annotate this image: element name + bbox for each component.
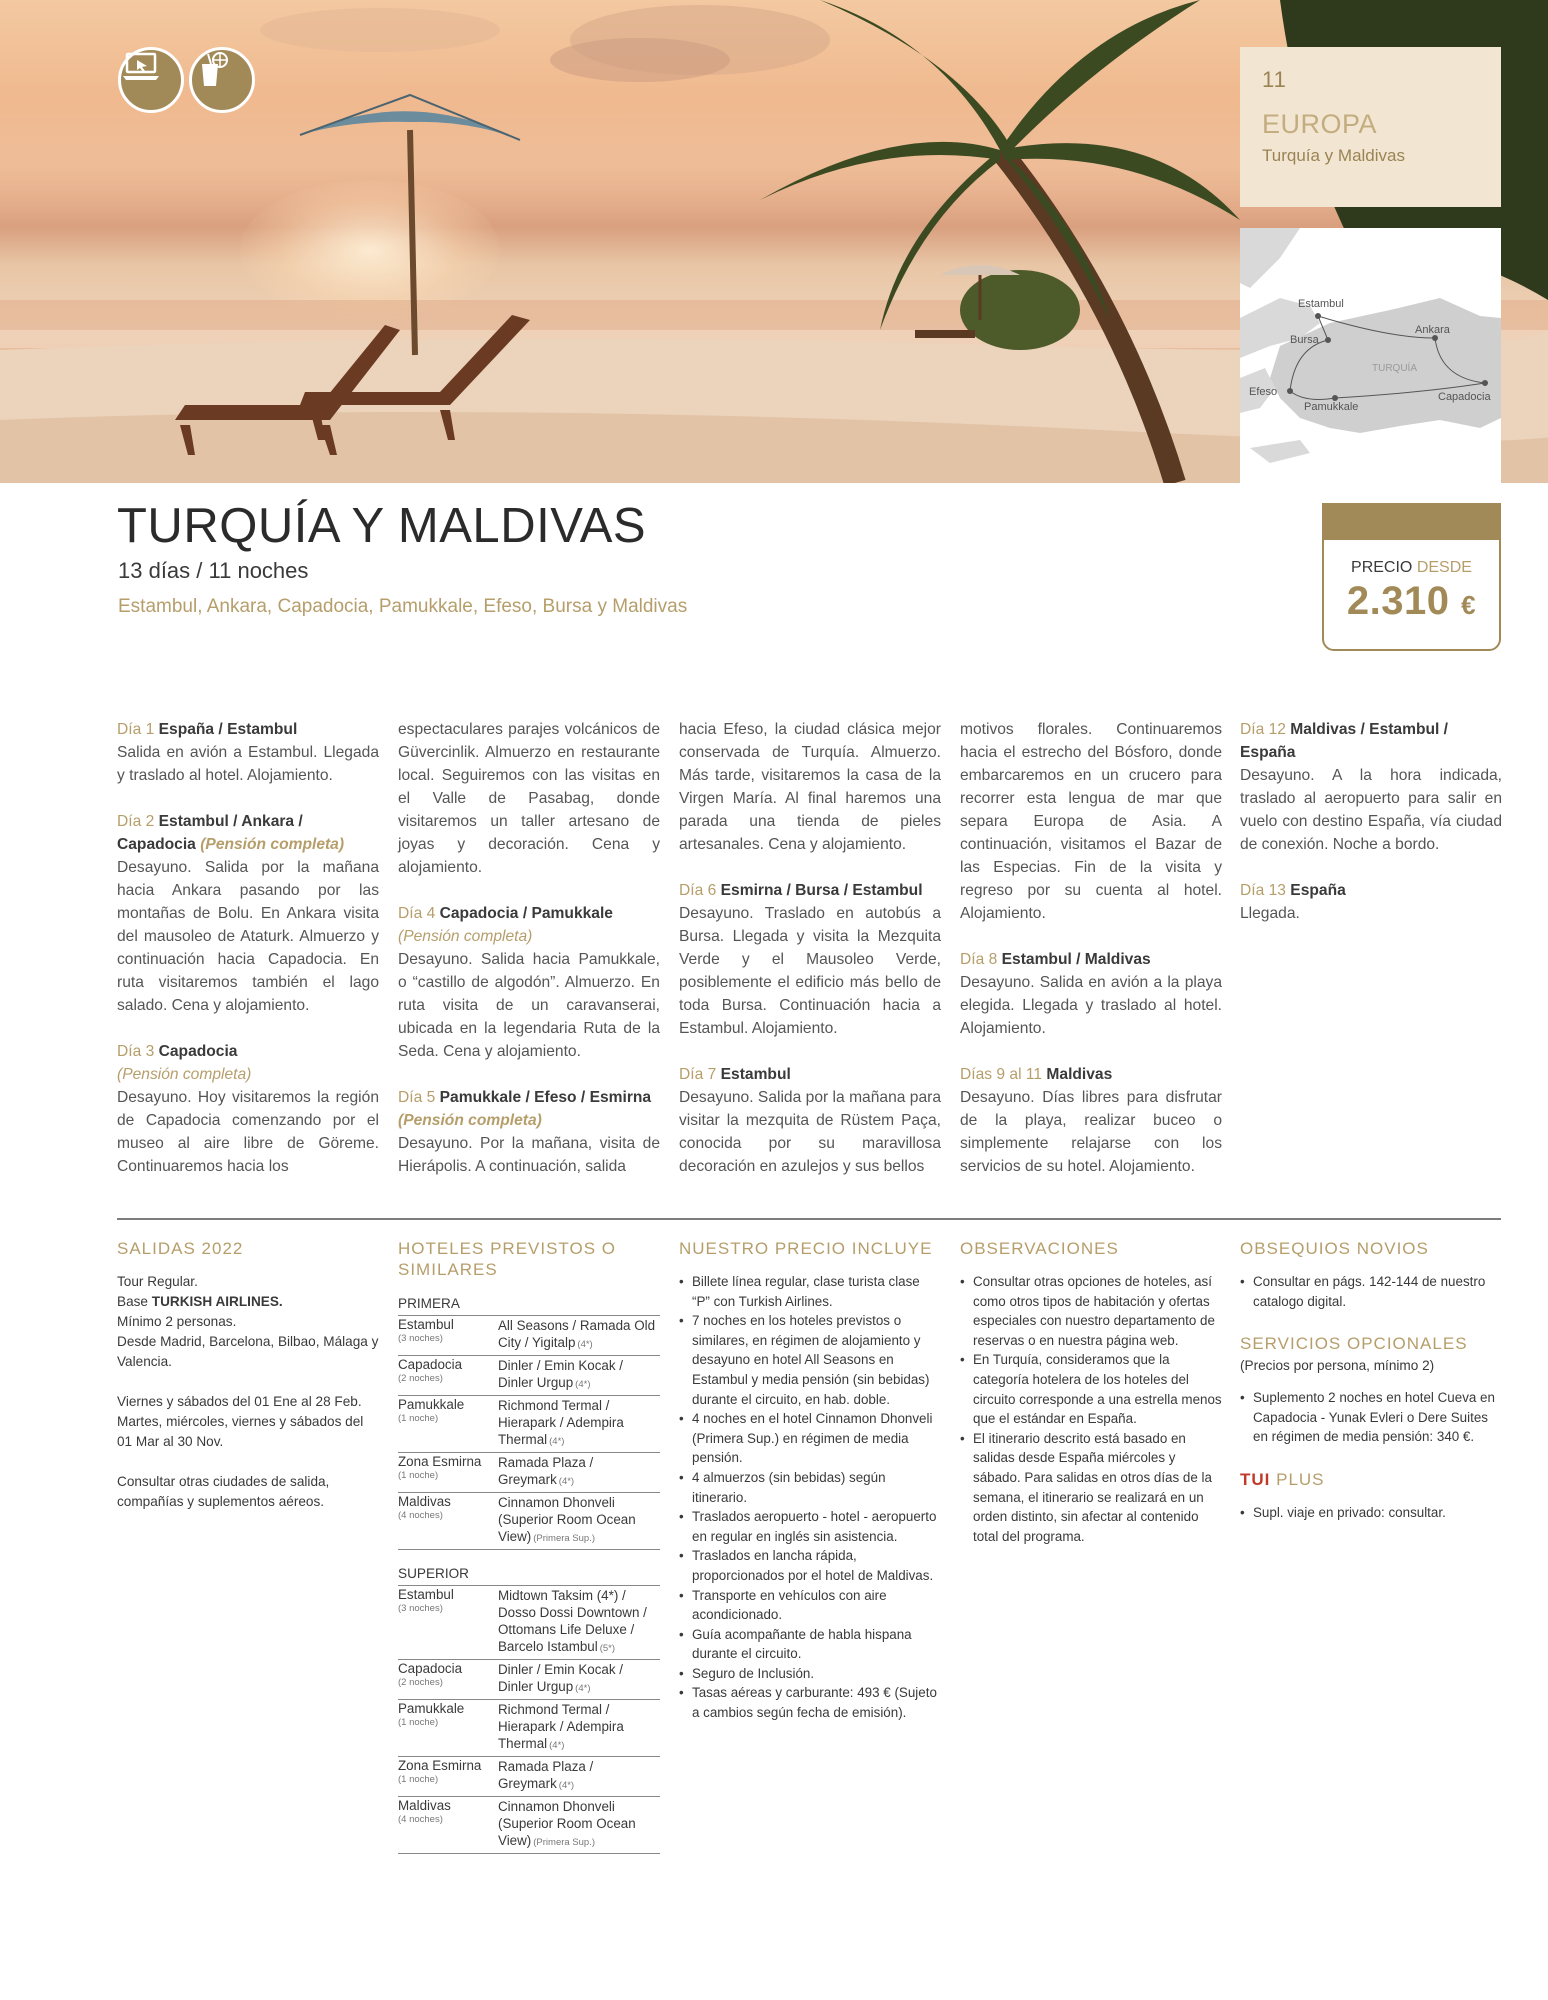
day-7: [679, 1063, 941, 1178]
list-item: • En Turquía, consideramos que la categoría hotelera de los hoteles del circuito corresponde a una estrella menos que el estándar en España.: [960, 1350, 1222, 1428]
map-label-pamukkale: Pamukkale: [1304, 401, 1359, 413]
day-8: [960, 948, 1222, 1040]
itinerary-column-5: [1240, 718, 1502, 948]
hotel-stars: (4*): [575, 1379, 591, 1390]
day-number: Día 4: [398, 905, 436, 922]
opcionales-list: [1240, 1388, 1502, 1447]
price-value: [1324, 579, 1499, 624]
hotel-name: Richmond Termal / Hierapark / Adempira Thermal: [498, 1398, 624, 1447]
hotel-row: [398, 1700, 660, 1757]
hoteles-title: HOTELES PREVISTOS O SIMILARES: [398, 1239, 617, 1279]
day-5: [398, 1086, 660, 1178]
day-title: Estambul / Maldivas: [1001, 951, 1151, 968]
hotel-stars: (4*): [549, 1436, 565, 1447]
hotel-stars: (Primera Sup.): [533, 1837, 596, 1848]
day-body: Desayuno. Salida hacia Pamukkale, o “castillo de algodón”. Almuerzo. En ruta visita de un caravanserai, ubicada en la legendaria Ruta de la Seda. Cena y alojamiento.: [398, 951, 660, 1060]
hotel-name: Cinnamon Dhonveli (Superior Room Ocean View): [498, 1495, 636, 1544]
laptop-icon: [118, 47, 184, 113]
salidas-line-1: Tour Regular.: [117, 1274, 198, 1289]
hotel-group-superior: [398, 1564, 660, 1854]
day-2: [117, 810, 379, 1017]
day-5-continued: [679, 718, 941, 856]
route-map: [1240, 228, 1501, 483]
day-number: Día 1: [117, 721, 155, 738]
day-number: Día 5: [398, 1089, 436, 1106]
list-item: • Guía acompañante de habla hispana durante el circuito.: [679, 1625, 941, 1664]
itinerary-column-4: [960, 718, 1222, 1201]
hotel-stars: (Primera Sup.): [533, 1533, 596, 1544]
destination-number: 11: [1262, 67, 1287, 92]
price-box: [1322, 503, 1501, 651]
hotel-nights: (1 noche): [398, 1774, 439, 1785]
extras-section: [1240, 1238, 1502, 1523]
list-item: • 7 noches en los hoteles previstos o similares, en régimen de alojamiento y desayuno en hotel All Seasons en Estambul y media pensión (sin bebidas) durante el circuito, en hab. doble.: [679, 1311, 941, 1409]
salidas-line-3: Mínimo 2 personas.: [117, 1314, 237, 1329]
incluye-title: NUESTRO PRECIO INCLUYE: [679, 1239, 933, 1258]
tuiplus-list: [1240, 1503, 1502, 1523]
list-item: • Supl. viaje en privado: consultar.: [1240, 1503, 1502, 1523]
salidas-title: SALIDAS 2022: [117, 1239, 244, 1258]
day-3: [117, 1040, 379, 1178]
day-12: [1240, 718, 1502, 856]
day-number: Días 9 al 11: [960, 1066, 1043, 1083]
hotel-nights: (1 noche): [398, 1717, 439, 1728]
day-body: Salida en avión a Estambul. Llegada y traslado al hotel. Alojamiento.: [117, 744, 379, 784]
map-label-bursa: Bursa: [1290, 334, 1319, 346]
day-title: Pamukkale / Efeso / Esmirna: [439, 1089, 652, 1106]
hotel-name: Cinnamon Dhonveli (Superior Room Ocean View): [498, 1799, 636, 1848]
day-body: Desayuno. Traslado en autobús a Bursa. Llegada y visita la Mezquita Verde y el Mausoleo Verde, posiblemente el edificio más bello de toda Bursa. Continuación hacia a Estambul. Alojamiento.: [679, 905, 941, 1037]
day-pension: (Pensión completa): [200, 836, 345, 853]
day-body: Desayuno. Salida por la mañana para visitar la mezquita de Rüstem Paça, conocida por su maravillosa decoración en azulejos y sus bellos: [679, 1089, 941, 1175]
price-bar: [1324, 505, 1499, 540]
list-item: • Seguro de Inclusión.: [679, 1664, 941, 1684]
day-title: España: [1290, 882, 1346, 899]
obsequios-list: [1240, 1272, 1502, 1311]
hotel-city: Zona Esmirna: [398, 1758, 482, 1773]
day-number: Día 7: [679, 1066, 717, 1083]
day-7-continued: [960, 718, 1222, 925]
day-9-11: [960, 1063, 1222, 1178]
day-title: Esmirna / Bursa / Estambul: [720, 882, 923, 899]
destination-subtitle: Turquía y Maldivas: [1262, 146, 1405, 165]
opcionales-title: SERVICIOS OPCIONALES: [1240, 1334, 1468, 1354]
map-label-ankara: Ankara: [1415, 324, 1450, 336]
hotel-city: Estambul: [398, 1587, 454, 1602]
tui-logo-text: TUI: [1240, 1469, 1271, 1489]
hotel-city: Estambul: [398, 1317, 454, 1332]
hotel-group-primera: [398, 1294, 660, 1550]
day-pension: (Pensión completa): [117, 1066, 252, 1083]
hotel-name: Midtown Taksim (4*) / Dosso Dossi Downtown / Ottomans Life Deluxe / Barcelo Istambul: [498, 1588, 647, 1654]
hotel-row: [398, 1660, 660, 1700]
hotel-name: Dinler / Emin Kocak / Dinler Urgup: [498, 1358, 624, 1390]
hotel-nights: (3 noches): [398, 1333, 443, 1344]
hotel-row: [398, 1757, 660, 1797]
hotel-city: Capadocia: [398, 1661, 463, 1676]
hotel-city: Maldivas: [398, 1494, 451, 1509]
day-body: motivos florales. Continuaremos hacia el estrecho del Bósforo, donde embarcaremos en un crucero para recorrer esta lengua de mar que separa Europa de Asia. A continuación, visitamos el Bazar de las Especias. Fin de la visita y regreso por su cuenta al hotel. Alojamiento.: [960, 721, 1222, 922]
day-title: España / Estambul: [158, 721, 298, 738]
day-body: Desayuno. Hoy visitaremos la región de Capadocia comenzando por el museo al aire libre de Göreme. Continuaremos hacia los: [117, 1089, 379, 1175]
day-title: Maldivas: [1046, 1066, 1113, 1083]
trip-duration: 13 días / 11 noches: [118, 558, 309, 583]
hotel-name: Ramada Plaza / Greymark: [498, 1455, 594, 1487]
hotel-row: [398, 1396, 660, 1453]
list-item: • Transporte en vehículos con aire acondicionado.: [679, 1586, 941, 1625]
hotel-row: [398, 1493, 660, 1550]
day-body: Desayuno. Salida en avión a la playa elegida. Llegada y traslado al hotel. Alojamiento.: [960, 974, 1222, 1037]
day-4: [398, 902, 660, 1063]
day-number: Día 8: [960, 951, 998, 968]
list-item: • Traslados aeropuerto - hotel - aeropuerto en regular en inglés sin asistencia.: [679, 1507, 941, 1546]
day-number: Día 13: [1240, 882, 1286, 899]
day-number: Día 6: [679, 882, 717, 899]
map-label-capadocia: Capadocia: [1438, 391, 1491, 403]
day-pension: (Pensión completa): [398, 1112, 542, 1129]
hotel-category: PRIMERA: [398, 1294, 660, 1316]
salidas-base-label: Base: [117, 1294, 152, 1309]
hoteles-section: [398, 1238, 660, 1868]
day-title: Estambul: [720, 1066, 791, 1083]
day-13: [1240, 879, 1502, 925]
list-item: • Tasas aéreas y carburante: 493 € (Sujeto a cambios según fecha de emisión).: [679, 1683, 941, 1722]
price-label-desde: DESDE: [1416, 559, 1472, 576]
hotel-stars: (4*): [575, 1683, 591, 1694]
tuiplus-title: [1240, 1469, 1502, 1490]
price-label: [1324, 559, 1499, 577]
list-item: • Suplemento 2 noches en hotel Cueva en Capadocia - Yunak Evleri o Dere Suites en régimen de media pensión: 340 €.: [1240, 1388, 1502, 1447]
page-title: TURQUÍA Y MALDIVAS: [117, 499, 647, 553]
hotel-city: Pamukkale: [398, 1397, 465, 1412]
day-title: Capadocia / Pamukkale: [439, 905, 613, 922]
list-item: • Traslados en lancha rápida, proporcionados por el hotel de Maldivas.: [679, 1546, 941, 1585]
list-item: • 4 almuerzos (sin bebidas) según itinerario.: [679, 1468, 941, 1507]
cocktail-icon: [189, 47, 255, 113]
list-item: • Consultar en págs. 142-144 de nuestro catalogo digital.: [1240, 1272, 1502, 1311]
hotel-city: Zona Esmirna: [398, 1454, 482, 1469]
destination-region: EUROPA: [1262, 109, 1378, 139]
price-currency: €: [1461, 590, 1477, 620]
hotel-nights: (2 noches): [398, 1677, 443, 1688]
hotel-stars: (5*): [599, 1643, 616, 1654]
destination-box: [1240, 47, 1501, 207]
day-body: espectaculares parajes volcánicos de Güvercinlik. Almuerzo en restaurante local. Seguiremos con las visitas en el Valle de Pasabag, donde visitaremos un taller artesano de joyas y decoración. Cena y alojamiento.: [398, 721, 660, 876]
day-body: Desayuno. Días libres para disfrutar de la playa, realizar buceo o simplemente relajarse con los servicios de su hotel. Alojamiento.: [960, 1089, 1222, 1175]
hotel-name: Ramada Plaza / Greymark: [498, 1759, 594, 1791]
day-body: hacia Efeso, la ciudad clásica mejor conservada de Turquía. Almuerzo. Más tarde, visitaremos la casa de la Virgen María. Al final haremos una parada una tienda de pieles artesanales. Cena y alojamiento.: [679, 721, 941, 853]
salidas-section: [117, 1238, 379, 1512]
itinerary-column-2: [398, 718, 660, 1201]
hotel-city: Maldivas: [398, 1798, 451, 1813]
section-divider: [117, 1218, 1501, 1220]
hotel-stars: (4*): [549, 1740, 565, 1751]
list-item: • Consultar otras opciones de hoteles, así como otros tipos de habitación y ofertas especiales con nuestro departamento de reservas o en nuestra página web.: [960, 1272, 1222, 1350]
incluye-section: [679, 1238, 941, 1723]
hotel-nights: (4 noches): [398, 1814, 443, 1825]
day-body: Desayuno. A la hora indicada, traslado al aeropuerto para salir en vuelo con destino España, vía ciudad de conexión. Noche a bordo.: [1240, 767, 1502, 853]
map-label-country: TURQUÍA: [1372, 363, 1417, 374]
day-number: Día 12: [1240, 721, 1286, 738]
observaciones-section: [960, 1238, 1222, 1546]
salidas-dates: Viernes y sábados del 01 Ene al 28 Feb. Martes, miércoles, viernes y sábados del 01 Mar al 30 Nov.: [117, 1394, 364, 1449]
hotel-name: Richmond Termal / Hierapark / Adempira Thermal: [498, 1702, 624, 1751]
day-body: Llegada.: [1240, 905, 1300, 922]
day-title: Estambul / Ankara / Capadocia: [117, 813, 303, 853]
hotel-name: Dinler / Emin Kocak / Dinler Urgup: [498, 1662, 624, 1694]
hotel-row: [398, 1316, 660, 1356]
opcionales-subtitle: (Precios por persona, mínimo 2): [1240, 1358, 1435, 1374]
day-3-continued: [398, 718, 660, 879]
day-body: Desayuno. Salida por la mañana hacia Ankara pasando por las montañas de Bolu. En Ankara visita del mausoleo de Ataturk. Almuerzo y continuación hacia Capadocia. En ruta visitaremos también el lago salado. Cena y alojamiento.: [117, 859, 379, 1014]
hotel-stars: (4*): [558, 1476, 575, 1487]
salidas-line-2: [117, 1292, 379, 1312]
day-6: [679, 879, 941, 1040]
observaciones-title: OBSERVACIONES: [960, 1239, 1119, 1258]
plus-text: PLUS: [1270, 1469, 1325, 1489]
hotel-city: Capadocia: [398, 1357, 463, 1372]
hotel-city: Pamukkale: [398, 1701, 465, 1716]
itinerary-column-1: [117, 718, 379, 1201]
day-pension: (Pensión completa): [398, 928, 533, 945]
turkey-map: [1240, 228, 1501, 483]
day-1: [117, 718, 379, 787]
map-label-estambul: Estambul: [1298, 298, 1344, 310]
itinerary-column-3: [679, 718, 941, 1201]
salidas-line-4: Desde Madrid, Barcelona, Bilbao, Málaga y Valencia.: [117, 1334, 379, 1369]
price-label-text: PRECIO: [1351, 559, 1413, 576]
hotel-nights: (3 noches): [398, 1603, 443, 1614]
hotel-stars: (4*): [558, 1780, 575, 1791]
hotel-category: SUPERIOR: [398, 1564, 660, 1586]
hotel-nights: (2 noches): [398, 1373, 443, 1384]
hotel-nights: (4 noches): [398, 1510, 443, 1521]
hotel-nights: (1 noche): [398, 1470, 439, 1481]
price-amount: 2.310: [1346, 579, 1450, 623]
list-item: • 4 noches en el hotel Cinnamon Dhonveli (Primera Sup.) en régimen de media pensión.: [679, 1409, 941, 1468]
obsequios-title: OBSEQUIOS NOVIOS: [1240, 1239, 1429, 1258]
hotel-name: All Seasons / Ramada Old City / Yigitalp: [498, 1318, 656, 1350]
day-number: Día 3: [117, 1043, 155, 1060]
hotel-row: [398, 1356, 660, 1396]
list-item: • El itinerario descrito está basado en salidas desde España miércoles y sábado. Para salidas en otros días de la semana, el itinerario se realizará en un orden distinto, sin afectar al contenido total del programa.: [960, 1429, 1222, 1547]
day-body: Desayuno. Por la mañana, visita de Hierápolis. A continuación, salida: [398, 1135, 660, 1175]
observaciones-list: [960, 1272, 1222, 1546]
day-title: Maldivas / Estambul / España: [1240, 721, 1449, 761]
list-item: • Billete línea regular, clase turista clase “P” con Turkish Airlines.: [679, 1272, 941, 1311]
hotel-row: [398, 1453, 660, 1493]
hotel-row: [398, 1586, 660, 1660]
salidas-airline: TURKISH AIRLINES.: [151, 1294, 283, 1309]
hotel-nights: (1 noche): [398, 1413, 439, 1424]
salidas-note: Consultar otras ciudades de salida, compañías y suplementos aéreos.: [117, 1474, 330, 1509]
hotel-stars: (4*): [577, 1339, 593, 1350]
trip-route: Estambul, Ankara, Capadocia, Pamukkale, Efeso, Bursa y Maldivas: [118, 596, 688, 617]
day-title: Capadocia: [158, 1043, 238, 1060]
hotel-row: [398, 1797, 660, 1854]
incluye-list: [679, 1272, 941, 1723]
day-number: Día 2: [117, 813, 155, 830]
map-label-efeso: Efeso: [1249, 386, 1278, 398]
